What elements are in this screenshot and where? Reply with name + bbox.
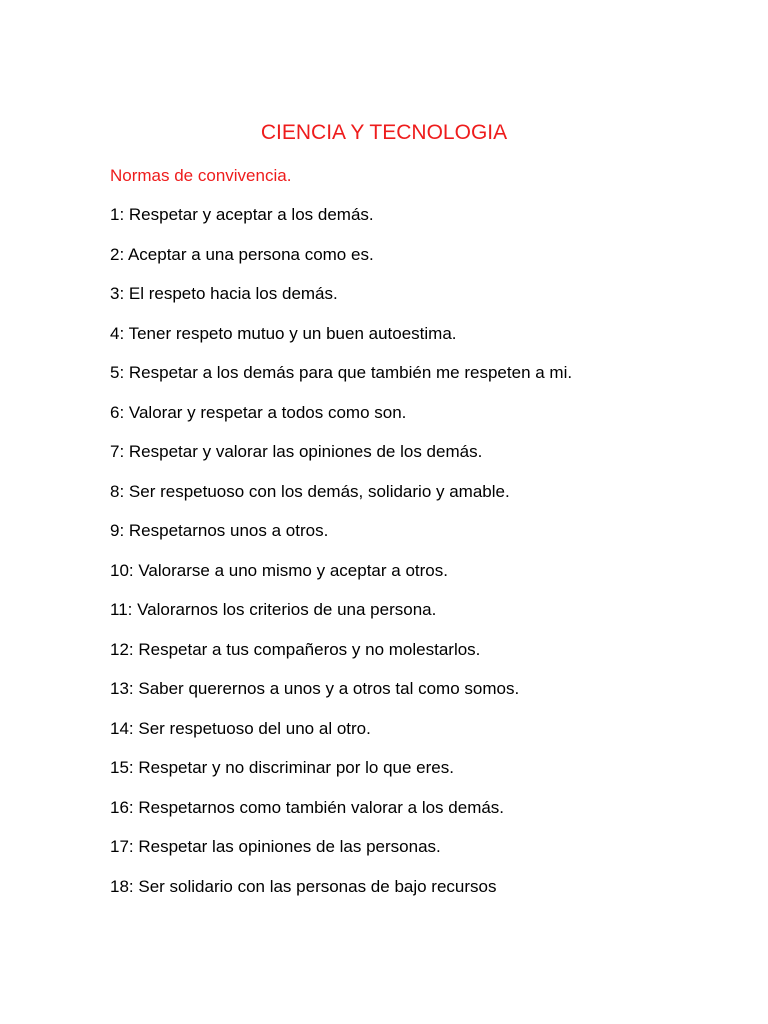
norm-item: 15: Respetar y no discriminar por lo que eres. bbox=[110, 758, 454, 777]
norm-item: 2: Aceptar a una persona como es. bbox=[110, 244, 374, 264]
section-subtitle: Normas de convivencia. bbox=[110, 166, 292, 185]
norm-item: 14: Ser respetuoso del uno al otro. bbox=[110, 718, 371, 738]
norm-item: 12: Respetar a tus compañeros y no molestarlos. bbox=[110, 639, 481, 659]
norm-item: 3: El respeto hacia los demás. bbox=[110, 284, 338, 303]
norm-item: 13: Saber querernos a unos y a otros tal como somos. bbox=[110, 679, 520, 698]
norm-item: 5: Respetar a los demás para que también me respeten a mi. bbox=[110, 363, 573, 382]
norm-item: 9: Respetarnos unos a otros. bbox=[110, 521, 329, 540]
norm-item: 4: Tener respeto mutuo y un buen autoestima. bbox=[110, 323, 457, 343]
norms-list bbox=[110, 203, 572, 914]
norm-item: 16: Respetarnos como también valorar a los demás. bbox=[110, 797, 505, 817]
norm-item: 11: Valorarnos los criterios de una persona. bbox=[110, 600, 437, 619]
norm-item: 10: Valorarse a uno mismo y aceptar a otros. bbox=[110, 560, 448, 580]
document-title: CIENCIA Y TECNOLOGIA bbox=[260, 121, 508, 144]
norm-item: 6: Valorar y respetar a todos como son. bbox=[110, 402, 407, 422]
norm-item: 8: Ser respetuoso con los demás, solidario y amable. bbox=[110, 481, 510, 501]
norm-item: 1: Respetar y aceptar a los demás. bbox=[110, 205, 374, 224]
norm-item: 18: Ser solidario con las personas de bajo recursos bbox=[110, 876, 497, 896]
norm-item: 7: Respetar y valorar las opiniones de los demás. bbox=[110, 442, 483, 461]
norm-item: 17: Respetar las opiniones de las personas. bbox=[110, 837, 441, 856]
